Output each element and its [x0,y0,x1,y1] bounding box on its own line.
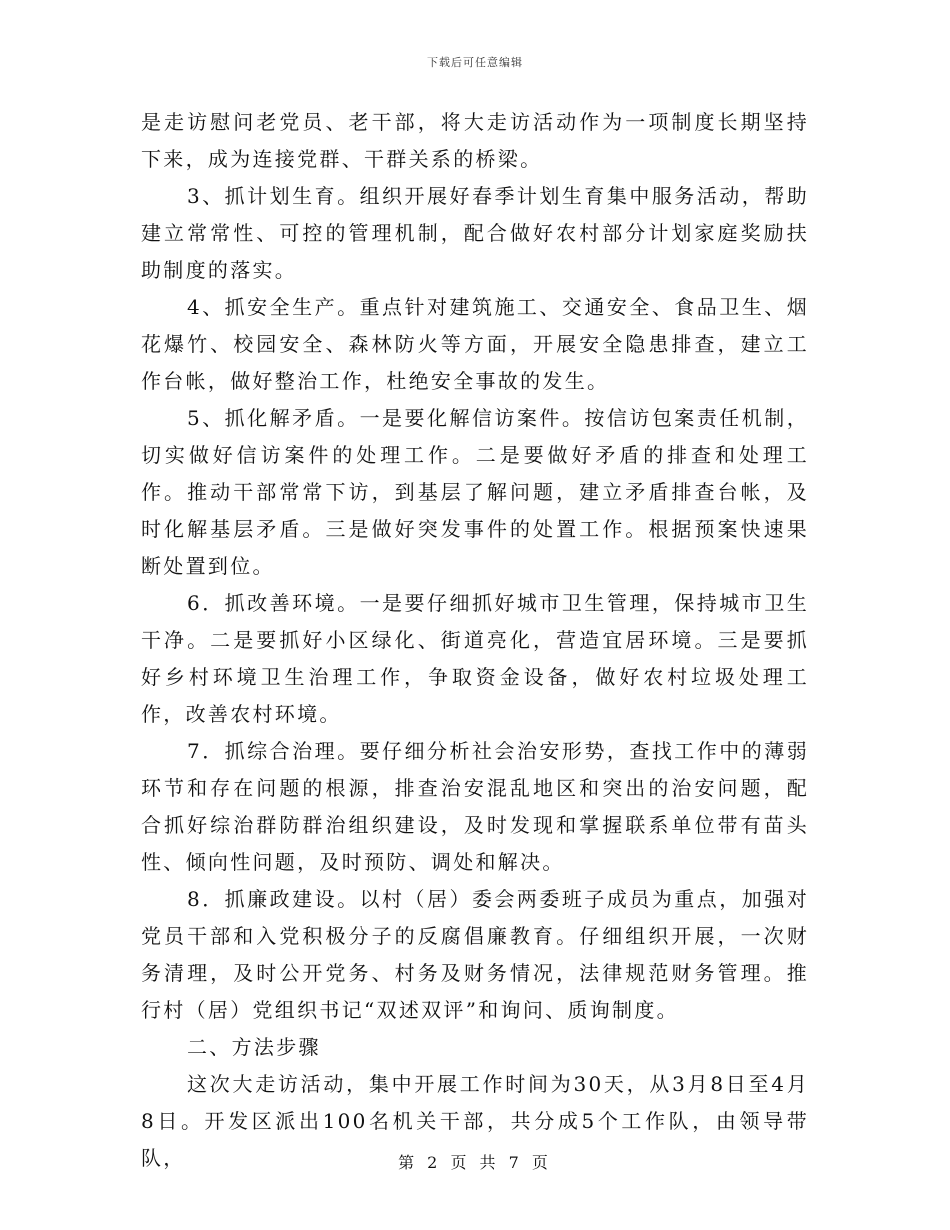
paragraph-visit-schedule: 这次大走访活动，集中开展工作时间为30天，从3月8日至4月8日。开发区派出100名机关干部，共分成5个工作队，由领导带队， [141,1072,809,1170]
paragraph-family-planning: 3、抓计划生育。组织开展好春季计划生育集中服务活动，帮助建立常常性、可控的管理机制，配合做好农村部分计划家庭奖励扶助制度的落实。 [141,184,809,282]
paragraph-improve-environment: 6．抓改善环境。一是要仔细抓好城市卫生管理，保持城市卫生干净。二是要抓好小区绿化、街道亮化，营造宜居环境。三是要抓好乡村环境卫生治理工作，争取资金设备，做好农村垃圾处理工作，改善农村环境。 [141,591,809,726]
page-header: 下载后可任意编辑 [427,56,523,69]
document-body [141,104,809,1177]
paragraph-resolve-conflicts: 5、抓化解矛盾。一是要化解信访案件。按信访包案责任机制，切实做好信访案件的处理工作。二是要做好矛盾的排查和处理工作。推动干部常常下访，到基层了解问题，建立矛盾排查台帐，及时化解基层矛盾。三是做好突发事件的处置工作。根据预案快速果断处置到位。 [141,406,809,578]
section-heading-methods: 二、方法步骤 [187,1035,321,1059]
paragraph-integrity-building: 8．抓廉政建设。以村（居）委会两委班子成员为重点，加强对党员干部和入党积极分子的反腐倡廉教育。仔细组织开展，一次财务清理，及时公开党务、村务及财务情况，法律规范财务管理。推行村（居）党组织书记“双述双评”和询问、质询制度。 [141,887,809,1022]
paragraph-continuation: 是走访慰问老党员、老干部，将大走访活动作为一项制度长期坚持下来，成为连接党群、干群关系的桥梁。 [141,110,809,171]
paragraph-comprehensive-governance: 7．抓综合治理。要仔细分析社会治安形势，查找工作中的薄弱环节和存在问题的根源，排查治安混乱地区和突出的治安问题，配合抓好综治群防群治组织建设，及时发现和掌握联系单位带有苗头性、倾向性问题，及时预防、调处和解决。 [141,739,809,874]
page-number-footer: 第 2 页 共 7 页 [398,1153,552,1172]
paragraph-safety-production: 4、抓安全生产。重点针对建筑施工、交通安全、食品卫生、烟花爆竹、校园安全、森林防火等方面，开展安全隐患排查，建立工作台帐，做好整治工作，杜绝安全事故的发生。 [141,295,809,393]
